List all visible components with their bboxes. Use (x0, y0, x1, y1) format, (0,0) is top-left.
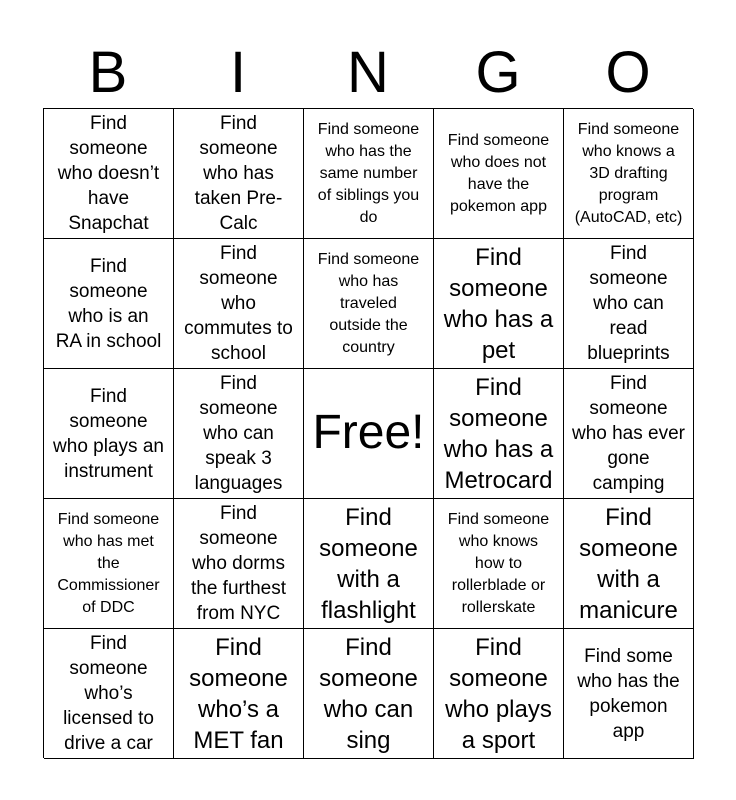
bingo-cell-5-5[interactable] (564, 629, 694, 759)
header-letter-n: N (347, 40, 389, 105)
bingo-cell-5-2[interactable] (174, 629, 304, 759)
bingo-cell-5-3[interactable] (304, 629, 434, 759)
bingo-cell-4-3[interactable] (304, 499, 434, 629)
bingo-cell-3-1[interactable] (44, 369, 174, 499)
cell-text: Find someone who has the same number of siblings you do (317, 120, 420, 226)
bingo-cell-4-1[interactable] (44, 499, 174, 629)
free-space-text: Free! (312, 406, 425, 460)
bingo-cell-3-4[interactable] (434, 369, 564, 499)
cell-text: Find someone who has a Metrocard (443, 373, 554, 494)
bingo-cell-1-4[interactable] (434, 109, 564, 239)
cell-text: Find someone who has a pet (443, 243, 554, 364)
cell-text: Find someone who commutes to school (184, 243, 293, 364)
bingo-cell-3-5[interactable] (564, 369, 694, 499)
cell-text: Find someone who knows how to rollerblade or rollerskate (447, 510, 550, 616)
bingo-board (43, 108, 693, 758)
cell-text: Find someone who’s a MET fan (189, 633, 288, 754)
header-letter-b: B (88, 40, 128, 105)
bingo-cell-5-1[interactable] (44, 629, 174, 759)
bingo-cell-5-4[interactable] (434, 629, 564, 759)
cell-text: Find someone who does not have the pokemon app (447, 131, 550, 215)
cell-text: Find someone who plays a sport (445, 633, 552, 754)
bingo-header (43, 40, 693, 106)
bingo-cell-1-2[interactable] (174, 109, 304, 239)
cell-text: Find someone who is an RA in school (55, 255, 162, 352)
cell-text: Find someone who doesn’t have Snapchat (57, 113, 160, 234)
header-letter-o: O (605, 40, 651, 105)
header-letter-i: I (229, 40, 247, 105)
cell-text: Find someone who has ever gone camping (571, 373, 685, 494)
cell-text: Find someone who plays an instrument (53, 385, 164, 482)
bingo-cell-2-2[interactable] (174, 239, 304, 369)
bingo-cell-4-4[interactable] (434, 499, 564, 629)
cell-text: Find someone who’s licensed to drive a car (63, 633, 154, 754)
bingo-cell-1-1[interactable] (44, 109, 174, 239)
bingo-cell-4-5[interactable] (564, 499, 694, 629)
cell-text: Find someone with a flashlight (319, 503, 418, 624)
bingo-cell-2-5[interactable] (564, 239, 694, 369)
cell-text: Find someone who has taken Pre- Calc (194, 113, 283, 234)
bingo-cell-3-2[interactable] (174, 369, 304, 499)
bingo-cell-free[interactable] (304, 369, 434, 499)
cell-text: Find someone who has met the Commissioner of DDC (57, 510, 160, 616)
bingo-cell-1-5[interactable] (564, 109, 694, 239)
cell-text: Find someone who dorms the furthest from NYC (190, 503, 287, 624)
bingo-cell-2-1[interactable] (44, 239, 174, 369)
cell-text: Find someone who can speak 3 languages (194, 373, 283, 494)
header-letter-g: G (475, 40, 521, 105)
cell-text: Find some who has the pokemon app (577, 645, 680, 742)
bingo-cell-2-4[interactable] (434, 239, 564, 369)
cell-text: Find someone who knows a 3D drafting program (AutoCAD, etc) (574, 120, 683, 226)
cell-text: Find someone who can read blueprints (587, 243, 670, 364)
cell-text: Find someone who can sing (319, 633, 418, 754)
cell-text: Find someone with a manicure (579, 503, 678, 624)
bingo-cell-2-3[interactable] (304, 239, 434, 369)
bingo-cell-1-3[interactable] (304, 109, 434, 239)
cell-text: Find someone who has traveled outside the country (317, 250, 420, 356)
bingo-cell-4-2[interactable] (174, 499, 304, 629)
